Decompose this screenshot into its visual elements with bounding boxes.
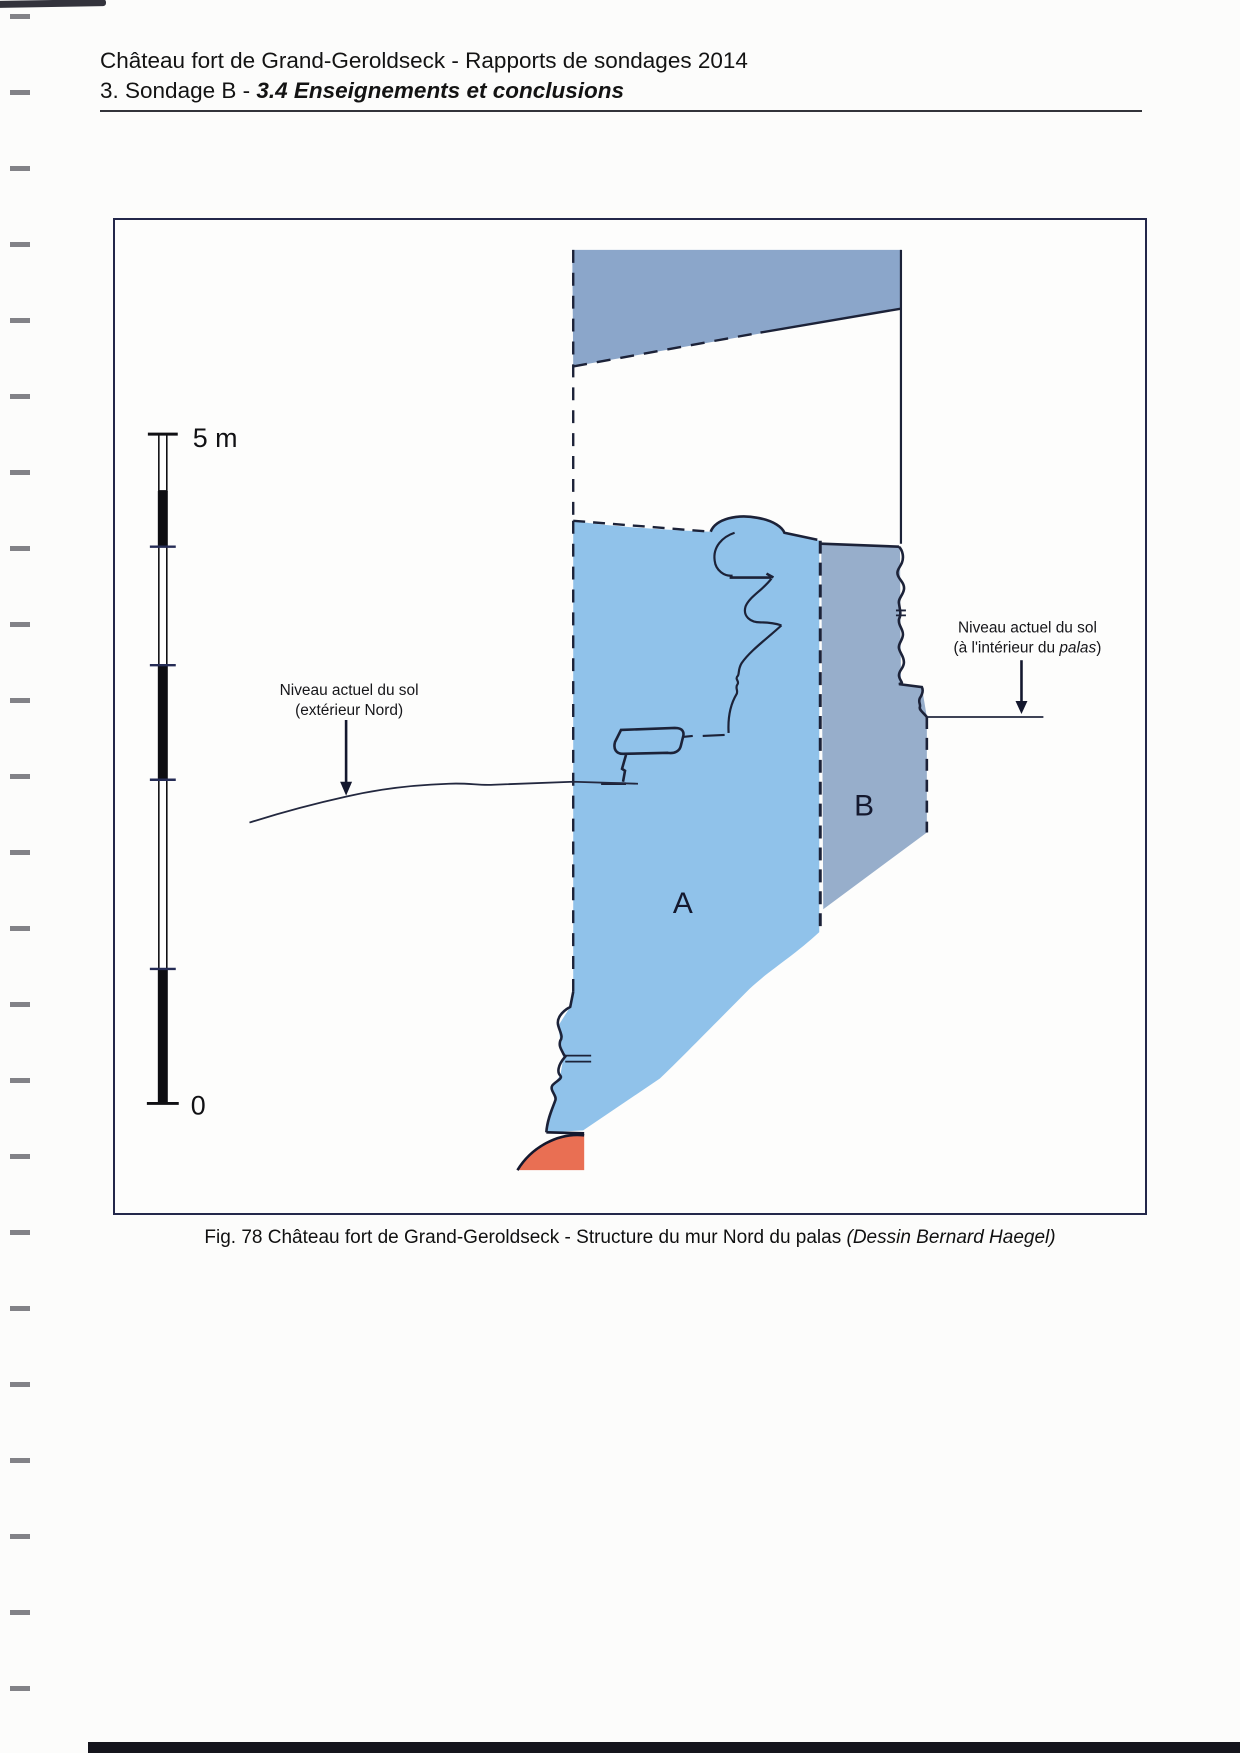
scale-zero-label: 0 (190, 1090, 206, 1121)
interior-ground-arrow (1016, 660, 1028, 714)
exterior-ground-label-line1: Niveau actuel du sol (279, 682, 419, 700)
zone-b-region (821, 544, 927, 910)
zone-a-region (546, 516, 819, 1132)
exterior-ground-arrow (340, 720, 352, 796)
header-rule (100, 110, 1142, 112)
caption-text: Fig. 78 Château fort de Grand-Geroldseck - Structure du mur Nord du palas (204, 1227, 847, 1248)
scale-bar (147, 423, 238, 1120)
interior-ground-label-line1: Niveau actuel du sol (958, 619, 1097, 637)
interior-ground-label-line2 (954, 639, 1102, 656)
binding-marks (10, 14, 30, 1714)
zone-a-label: A (672, 887, 693, 921)
caption-credit: (Dessin Bernard Haegel) (846, 1227, 1056, 1248)
scan-edge-artifact (0, 0, 106, 8)
upper-wall-region (572, 250, 901, 367)
interior-label-prefix: (à l'intérieur du (953, 639, 1060, 657)
header-section-title: 3.4 Enseignements et conclusions (256, 77, 624, 103)
zone-a-tail-base-line (546, 1132, 584, 1133)
wall-structure-drawing (115, 220, 1145, 1213)
page-header (100, 46, 1150, 105)
header-title: Château fort de Grand-Geroldseck - Rapports de sondages 2014 (100, 48, 748, 73)
interior-label-palas-italic: palas (1059, 639, 1097, 657)
exterior-ground-label-line2: (extérieur Nord) (295, 702, 404, 720)
header-subtitle (100, 76, 1150, 106)
scan-bottom-edge (88, 1742, 1240, 1753)
interior-label-suffix: ) (1096, 639, 1102, 657)
figure-caption (113, 1227, 1147, 1249)
header-section-number: 3. Sondage B - (100, 77, 257, 103)
figure-frame (113, 218, 1147, 1215)
scale-top-label: 5 m (192, 423, 238, 454)
zone-b-label: B (854, 789, 875, 823)
bedrock-region (517, 1132, 584, 1170)
